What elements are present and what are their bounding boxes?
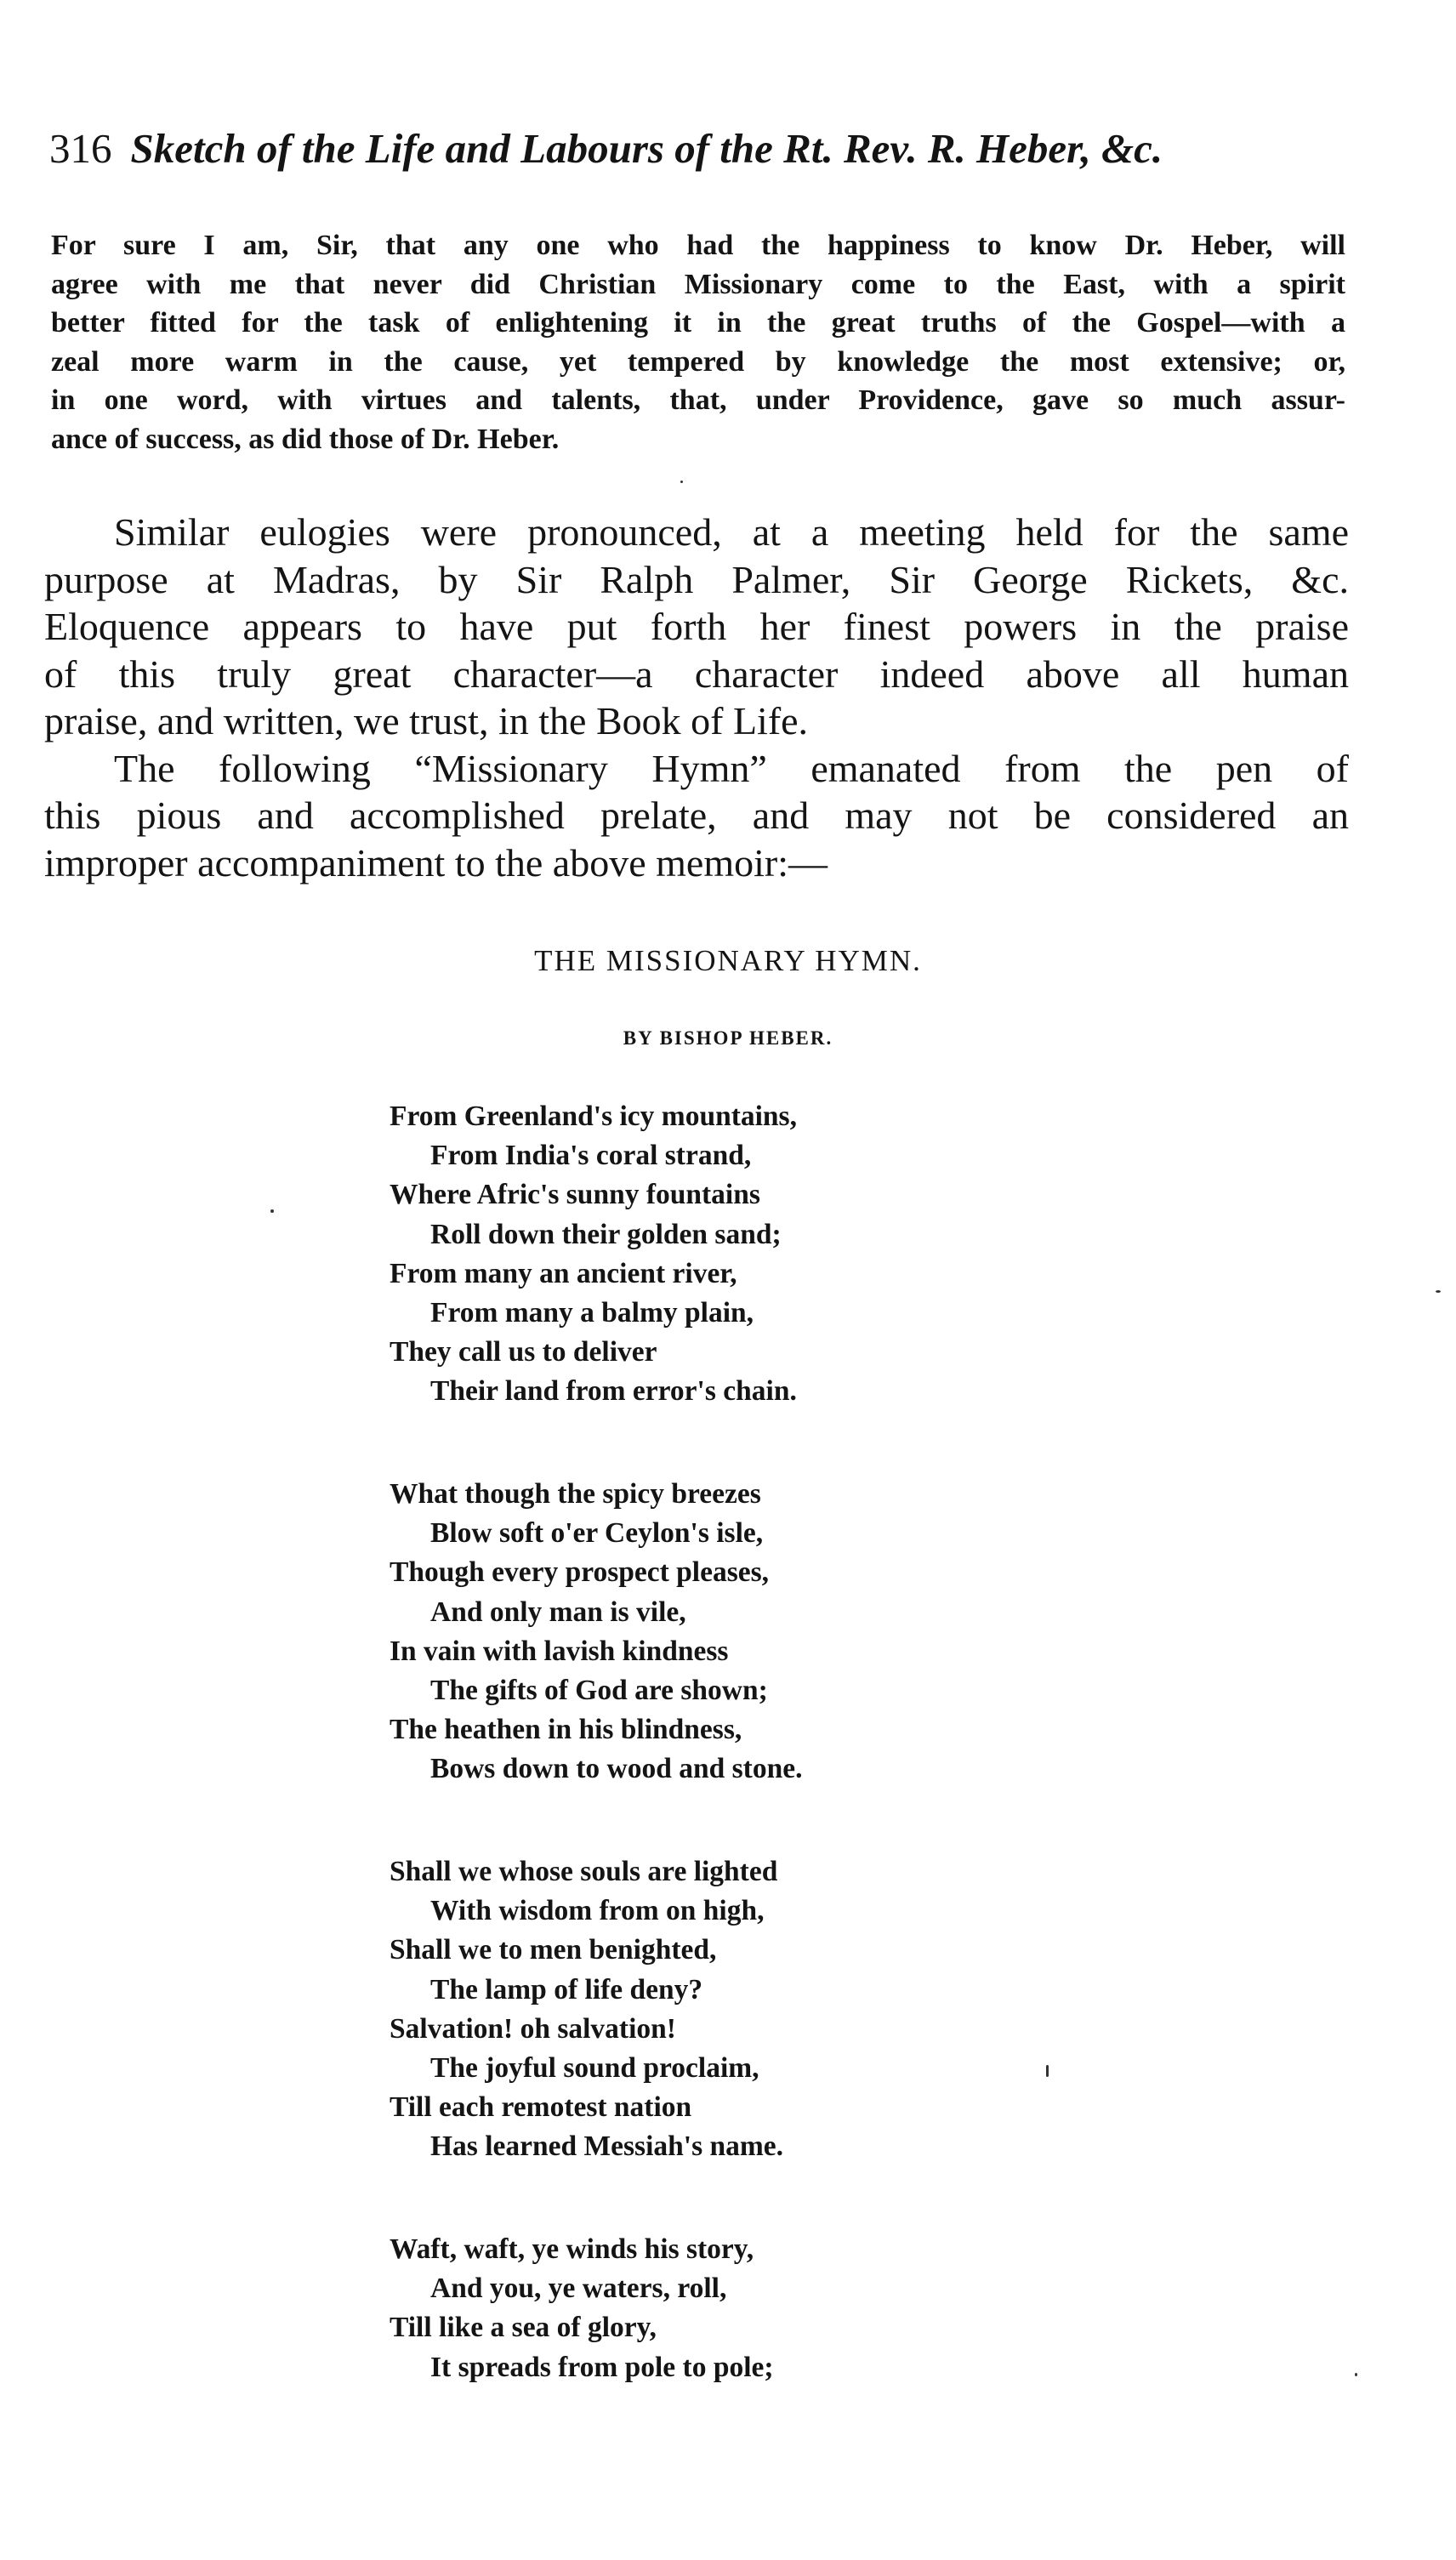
hymn-title: THE MISSIONARY HYMN. xyxy=(534,944,922,977)
verse-line: Till like a sea of glory, xyxy=(390,2312,657,2344)
quote-line: agree with me that never did Christian Missionary come to the East, with a spirit xyxy=(51,268,1345,300)
verse-line: The gifts of God are shown; xyxy=(430,1674,768,1706)
verse-line: What though the spicy breezes xyxy=(390,1478,761,1510)
body-line: this pious and accomplished prelate, and may not be considered an xyxy=(44,794,1349,837)
verse-line: Waft, waft, ye winds his story, xyxy=(390,2233,754,2265)
body-line: praise, and written, we trust, in the Book of Life. xyxy=(44,699,809,742)
running-title: Sketch of the Life and Labours of the Rt. Rev. R. Heber, &c. xyxy=(130,125,1163,172)
quote-line: zeal more warm in the cause, yet tempered by knowledge the most extensive; or, xyxy=(51,345,1345,378)
quote-line: ance of success, as did those of Dr. Heber. xyxy=(51,423,560,455)
quote-line: better fitted for the task of enlightening it in the great truths of the Gospel—with a xyxy=(51,307,1345,338)
hymn-author: BY BISHOP HEBER. xyxy=(623,1027,833,1049)
verse-line: And only man is vile, xyxy=(430,1596,686,1628)
verse-line: From Greenland's icy mountains, xyxy=(390,1101,797,1132)
verse-line: The lamp of life deny? xyxy=(430,1973,703,2005)
running-header xyxy=(49,125,1342,172)
verse-line: Salvation! oh salvation! xyxy=(390,2012,676,2045)
verse-line: Roll down their golden sand; xyxy=(430,1218,782,1250)
body-line: improper accompaniment to the above memoir:— xyxy=(44,840,828,885)
page-number: 316 xyxy=(49,125,112,172)
verse-line: It spreads from pole to pole; xyxy=(430,2351,774,2383)
verse-line: Shall we whose souls are lighted xyxy=(390,1856,778,1887)
verse-line: Till each remotest nation xyxy=(390,2091,692,2124)
verse-line: Their land from error's chain. xyxy=(430,1375,797,1408)
body-line: of this truly great character—a character indeed above all human xyxy=(44,651,1349,696)
verse-line: Bows down to wood and stone. xyxy=(430,1753,803,1785)
verse-line: Shall we to men benighted, xyxy=(390,1934,717,1966)
body-line: Eloquence appears to have put forth her finest powers in the praise xyxy=(44,605,1349,648)
verse-line: In vain with lavish kindness xyxy=(390,1635,729,1667)
body-line: purpose at Madras, by Sir Ralph Palmer, Sir George Rickets, &c. xyxy=(44,557,1349,601)
stanza xyxy=(390,1852,1070,2167)
verse-line: From many an ancient river, xyxy=(390,1257,737,1289)
verse-line: Blow soft o'er Ceylon's isle, xyxy=(430,1517,764,1550)
verse-line: The joyful sound proclaim, xyxy=(430,2051,759,2084)
scan-speck xyxy=(680,481,683,483)
verse-line: And you, ye waters, roll, xyxy=(430,2273,727,2305)
scan-speck xyxy=(1046,2065,1049,2077)
verse-line: From India's coral strand, xyxy=(430,1140,752,1172)
scan-speck xyxy=(270,1209,274,1213)
quote-line: in one word, with virtues and talents, that, under Providence, gave so much assur- xyxy=(51,384,1345,416)
body-paragraphs xyxy=(44,509,1349,886)
scan-speck xyxy=(1436,1290,1441,1293)
stanza xyxy=(390,2230,1070,2387)
scan-speck xyxy=(1355,2373,1357,2376)
quote-line: For sure I am, Sir, that any one who had the happiness to know Dr. Heber, will xyxy=(51,230,1345,261)
verse-line: They call us to deliver xyxy=(390,1336,657,1368)
verse-line: From many a balmy plain, xyxy=(430,1296,754,1328)
stanza xyxy=(390,1475,1070,1789)
verse-line: Where Afric's sunny fountains xyxy=(390,1179,760,1211)
verse-line: The heathen in his blindness, xyxy=(390,1714,742,1746)
verse-line: Though every prospect pleases, xyxy=(390,1556,770,1589)
verse-line: Has learned Messiah's name. xyxy=(430,2130,784,2163)
body-line: The following “Missionary Hymn” emanated from the pen of xyxy=(114,746,1349,790)
verse-line: With wisdom from on high, xyxy=(430,1895,765,1927)
stanza xyxy=(390,1097,1070,1412)
body-line: Similar eulogies were pronounced, at a meeting held for the same xyxy=(114,510,1349,554)
quoted-paragraph xyxy=(51,226,1345,458)
